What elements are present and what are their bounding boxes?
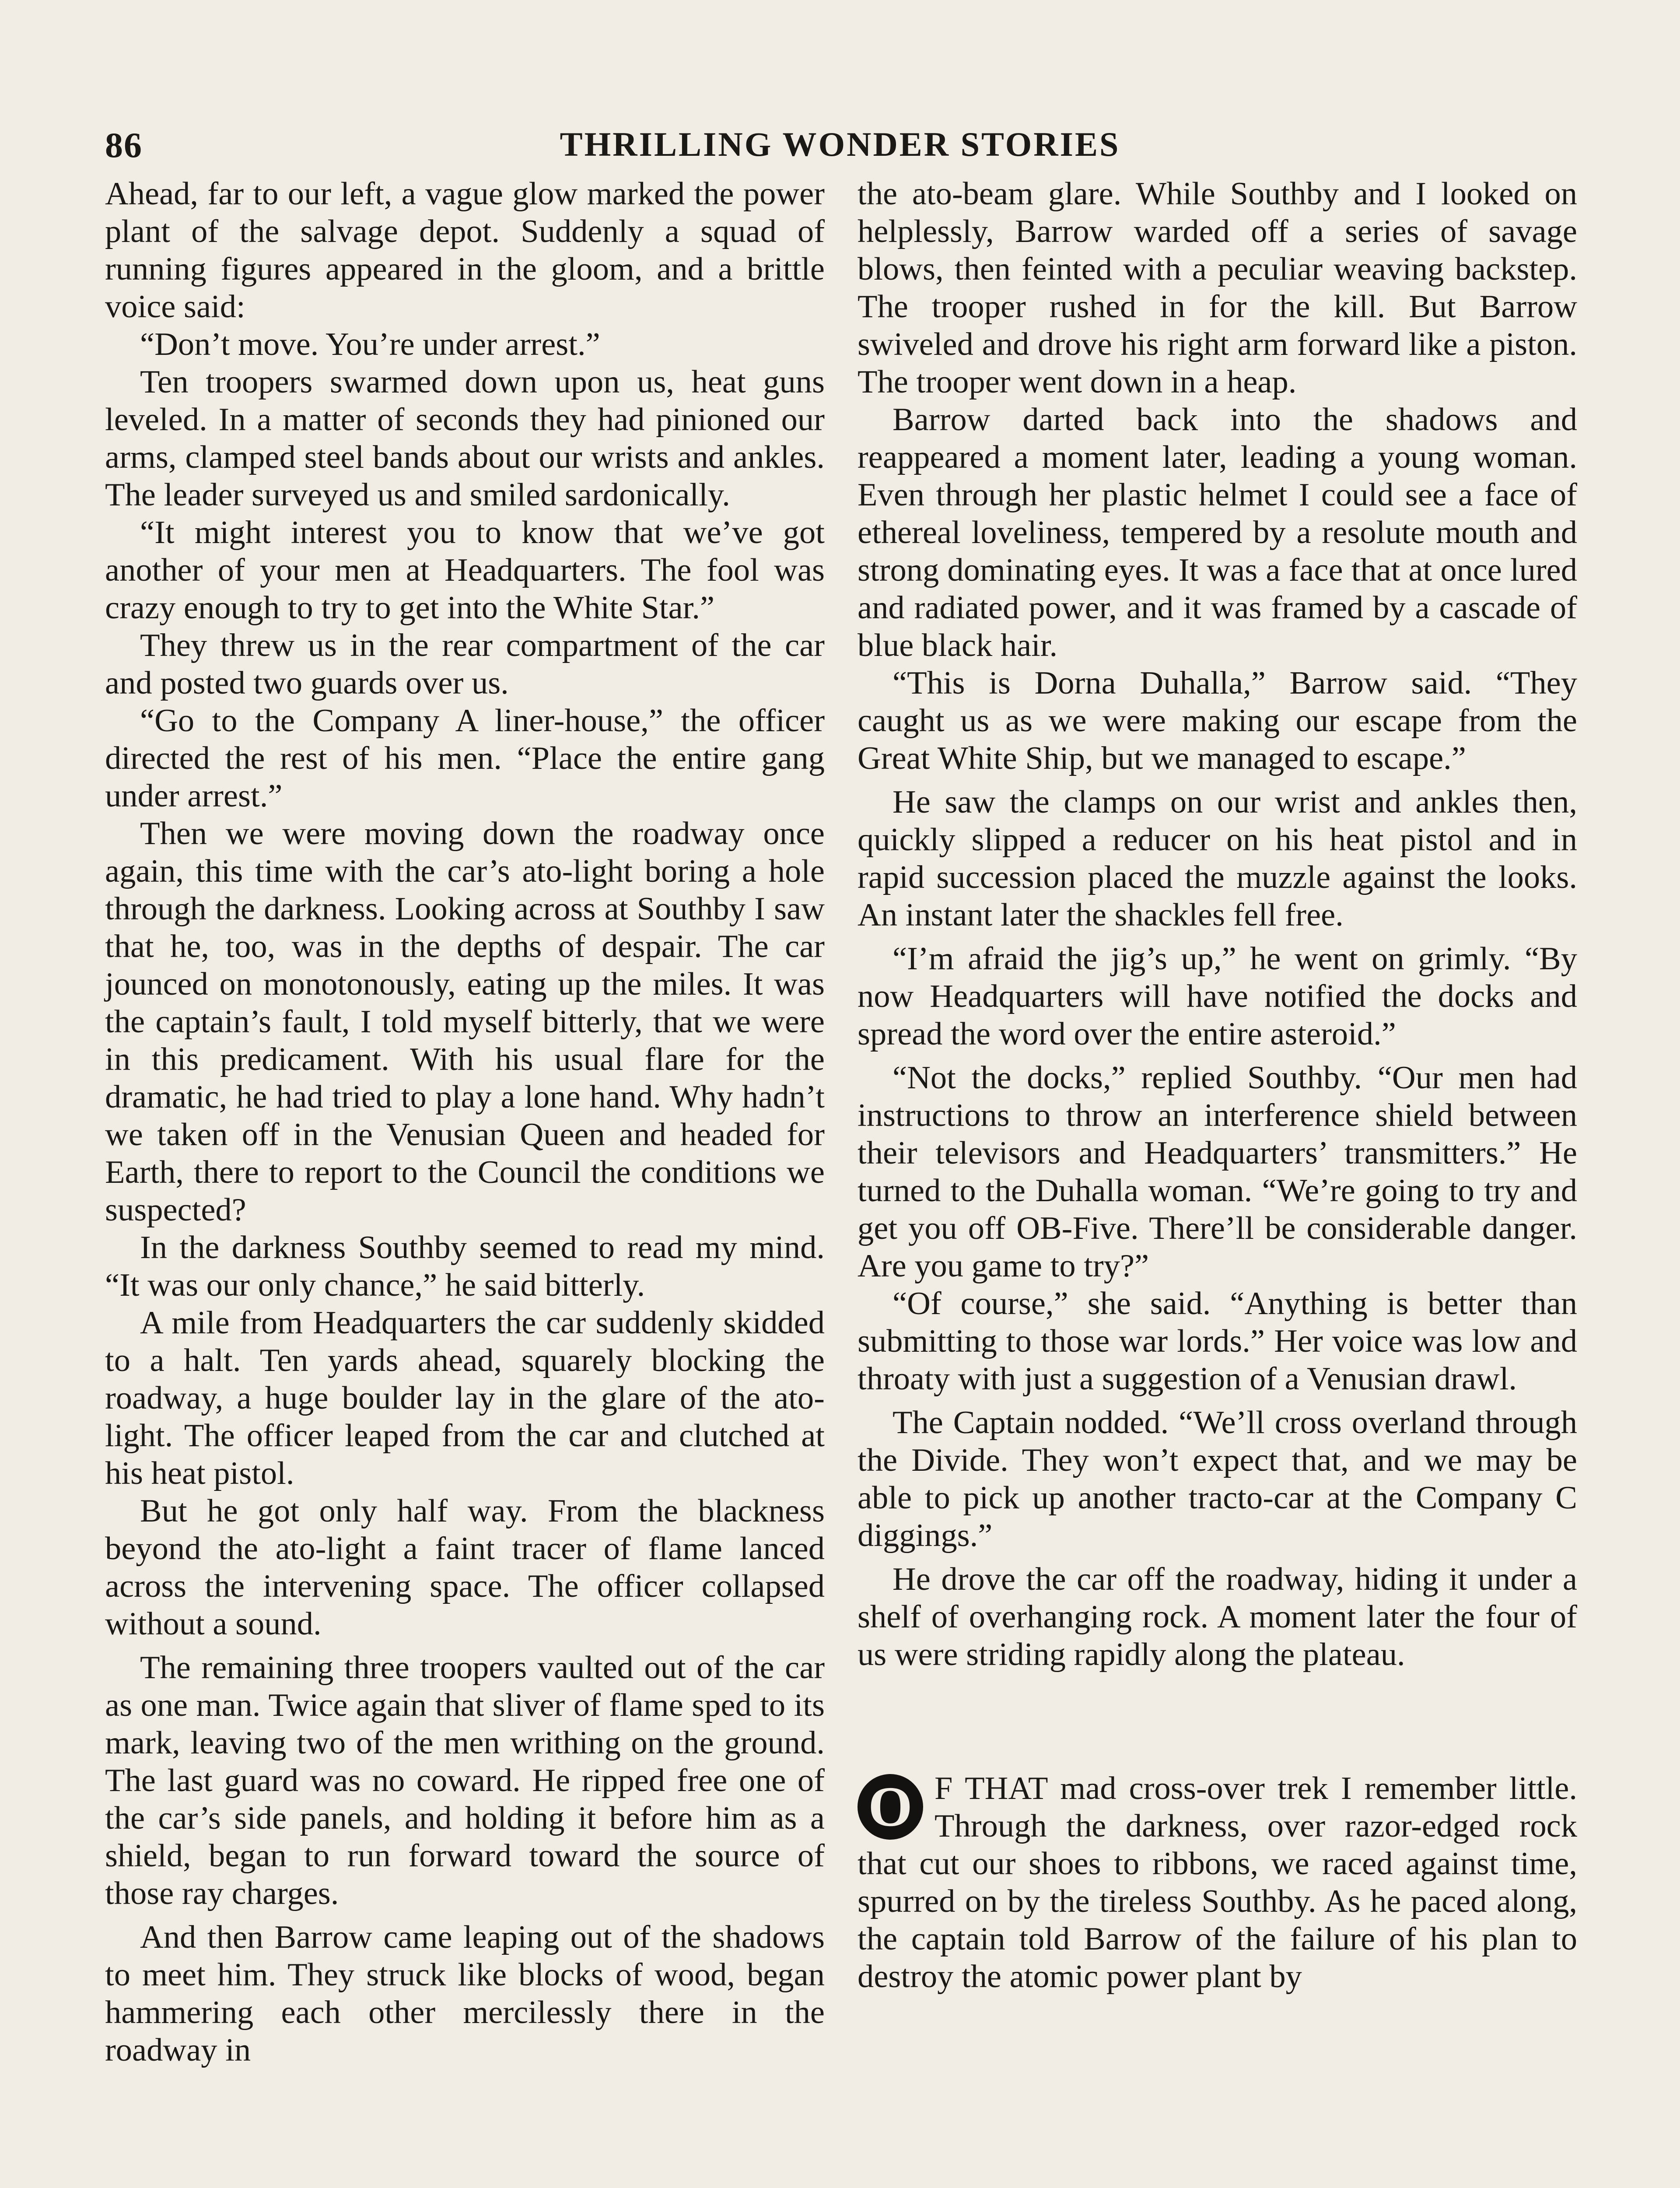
paragraph: And then Barrow came leaping out of the shadows to meet him. They struck like blocks of wood, began hammering each other mercilessly there in the roadway in [105,1919,825,2068]
paragraph: “This is Dorna Duhalla,” Barrow said. “They caught us as we were making our escape from the Great White Ship, but we managed to escape.” [858,665,1577,776]
paragraph: “It might interest you to know that we’ve got another of your men at Headquarters. The fool was crazy enough to try to get into the White Star.” [105,515,825,626]
paragraph: A mile from Headquarters the car suddenly skidded to a halt. Ten yards ahead, squarely blocking the roadway, a huge boulder lay in the glare of the ato-light. The officer leaped from the car and clutched at his heat pistol. [105,1305,825,1491]
left-column [105,175,825,2069]
paragraph: The remaining three troopers vaulted out of the car as one man. Twice again that sliver of flame sped to its mark, leaving two of the men writhing on the ground. The last guard was no coward. He ripped free one of the car’s side panels, and holding it before him as a shield, began to run forward toward the source of those ray charges. [105,1650,825,1911]
paragraph: the ato-beam glare. While Southby and I looked on helplessly, Barrow warded off a series of savage blows, then feinted with a peculiar weaving backstep. The trooper rushed in for the kill. But Barrow swiveled and drove his right arm forward like a piston. The trooper went down in a heap. [858,176,1577,400]
section-opening-text: F THAT mad cross-over trek I remember little. Through the darkness, over razor-edged rock that cut our shoes to ribbons, we raced against time, spurred on by the tireless Southby. As he paced along, the captain told Barrow of the failure of his plan to destroy the atomic power plant by [858,1771,1577,1995]
paragraph: They threw us in the rear compartment of the car and posted two guards over us. [105,628,825,701]
paragraph: “I’m afraid the jig’s up,” he went on grimly. “By now Headquarters will have notified the docks and spread the word over the entire asteroid.” [858,941,1577,1052]
page-header [105,125,1575,173]
drop-cap: O [858,1774,923,1840]
paragraph: “Not the docks,” replied Southby. “Our men had instructions to throw an interference shield between their televisors and Headquarters’ transmitters.” He turned to the Duhalla woman. “We’re going to try and get you off OB-Five. There’ll be considerable danger. Are you game to try?” [858,1060,1577,1284]
magazine-title: THRILLING WONDER STORIES [560,125,1120,163]
paragraph: “Of course,” she said. “Anything is better than submitting to those war lords.” Her voice was low and throaty with just a suggestion of a Venusian drawl. [858,1286,1577,1397]
paragraph: But he got only half way. From the blackness beyond the ato-light a faint tracer of flame lanced across the intervening space. The officer collapsed without a sound. [105,1493,825,1642]
paragraph: In the darkness Southby seemed to read my mind. “It was our only chance,” he said bitterly. [105,1230,825,1303]
section-opening-paragraph [858,1770,1577,1995]
paragraph: Ten troopers swarmed down upon us, heat guns leveled. In a matter of seconds they had pinioned our arms, clamped steel bands about our wrists and ankles. The leader surveyed us and smiled sardonically. [105,364,825,513]
paragraph: The Captain nodded. “We’ll cross overland through the Divide. They won’t expect that, and we may be able to pick up another tracto-car at the Company C diggings.” [858,1405,1577,1553]
page-number: 86 [105,125,143,165]
paragraph: Then we were moving down the roadway once again, this time with the car’s ato-light boring a hole through the darkness. Looking across at Southby I saw that he, too, was in the depths of despair. The car jounced on monotonously, eating up the miles. It was the captain’s fault, I told myself bitterly, that we were in this predicament. With his usual flare for the dramatic, he had tried to play a lone hand. Why hadn’t we taken off in the Venusian Queen and headed for Earth, there to report to the Council the conditions we suspected? [105,816,825,1228]
paragraph: He drove the car off the roadway, hiding it under a shelf of overhanging rock. A moment later the four of us were striding rapidly along the plateau. [858,1561,1577,1673]
section-break [858,1673,1577,1770]
paragraph: “Go to the Company A liner-house,” the officer directed the rest of his men. “Place the entire gang under arrest.” [105,703,825,814]
paragraph: He saw the clamps on our wrist and ankles then, quickly slipped a reducer on his heat pistol and in rapid succession placed the muzzle against the looks. An instant later the shackles fell free. [858,784,1577,933]
right-column [858,175,1577,1995]
paragraph: Barrow darted back into the shadows and reappeared a moment later, leading a young woman. Even through her plastic helmet I could see a face of ethereal loveliness, tempered by a resolute mouth and strong dominating eyes. It was a face that at once lured and radiated power, and it was framed by a cascade of blue black hair. [858,402,1577,663]
paragraph: Ahead, far to our left, a vague glow marked the power plant of the salvage depot. Suddenly a squad of running figures appeared in the gloom, and a brittle voice said: [105,176,825,325]
paragraph: “Don’t move. You’re under arrest.” [140,326,600,362]
